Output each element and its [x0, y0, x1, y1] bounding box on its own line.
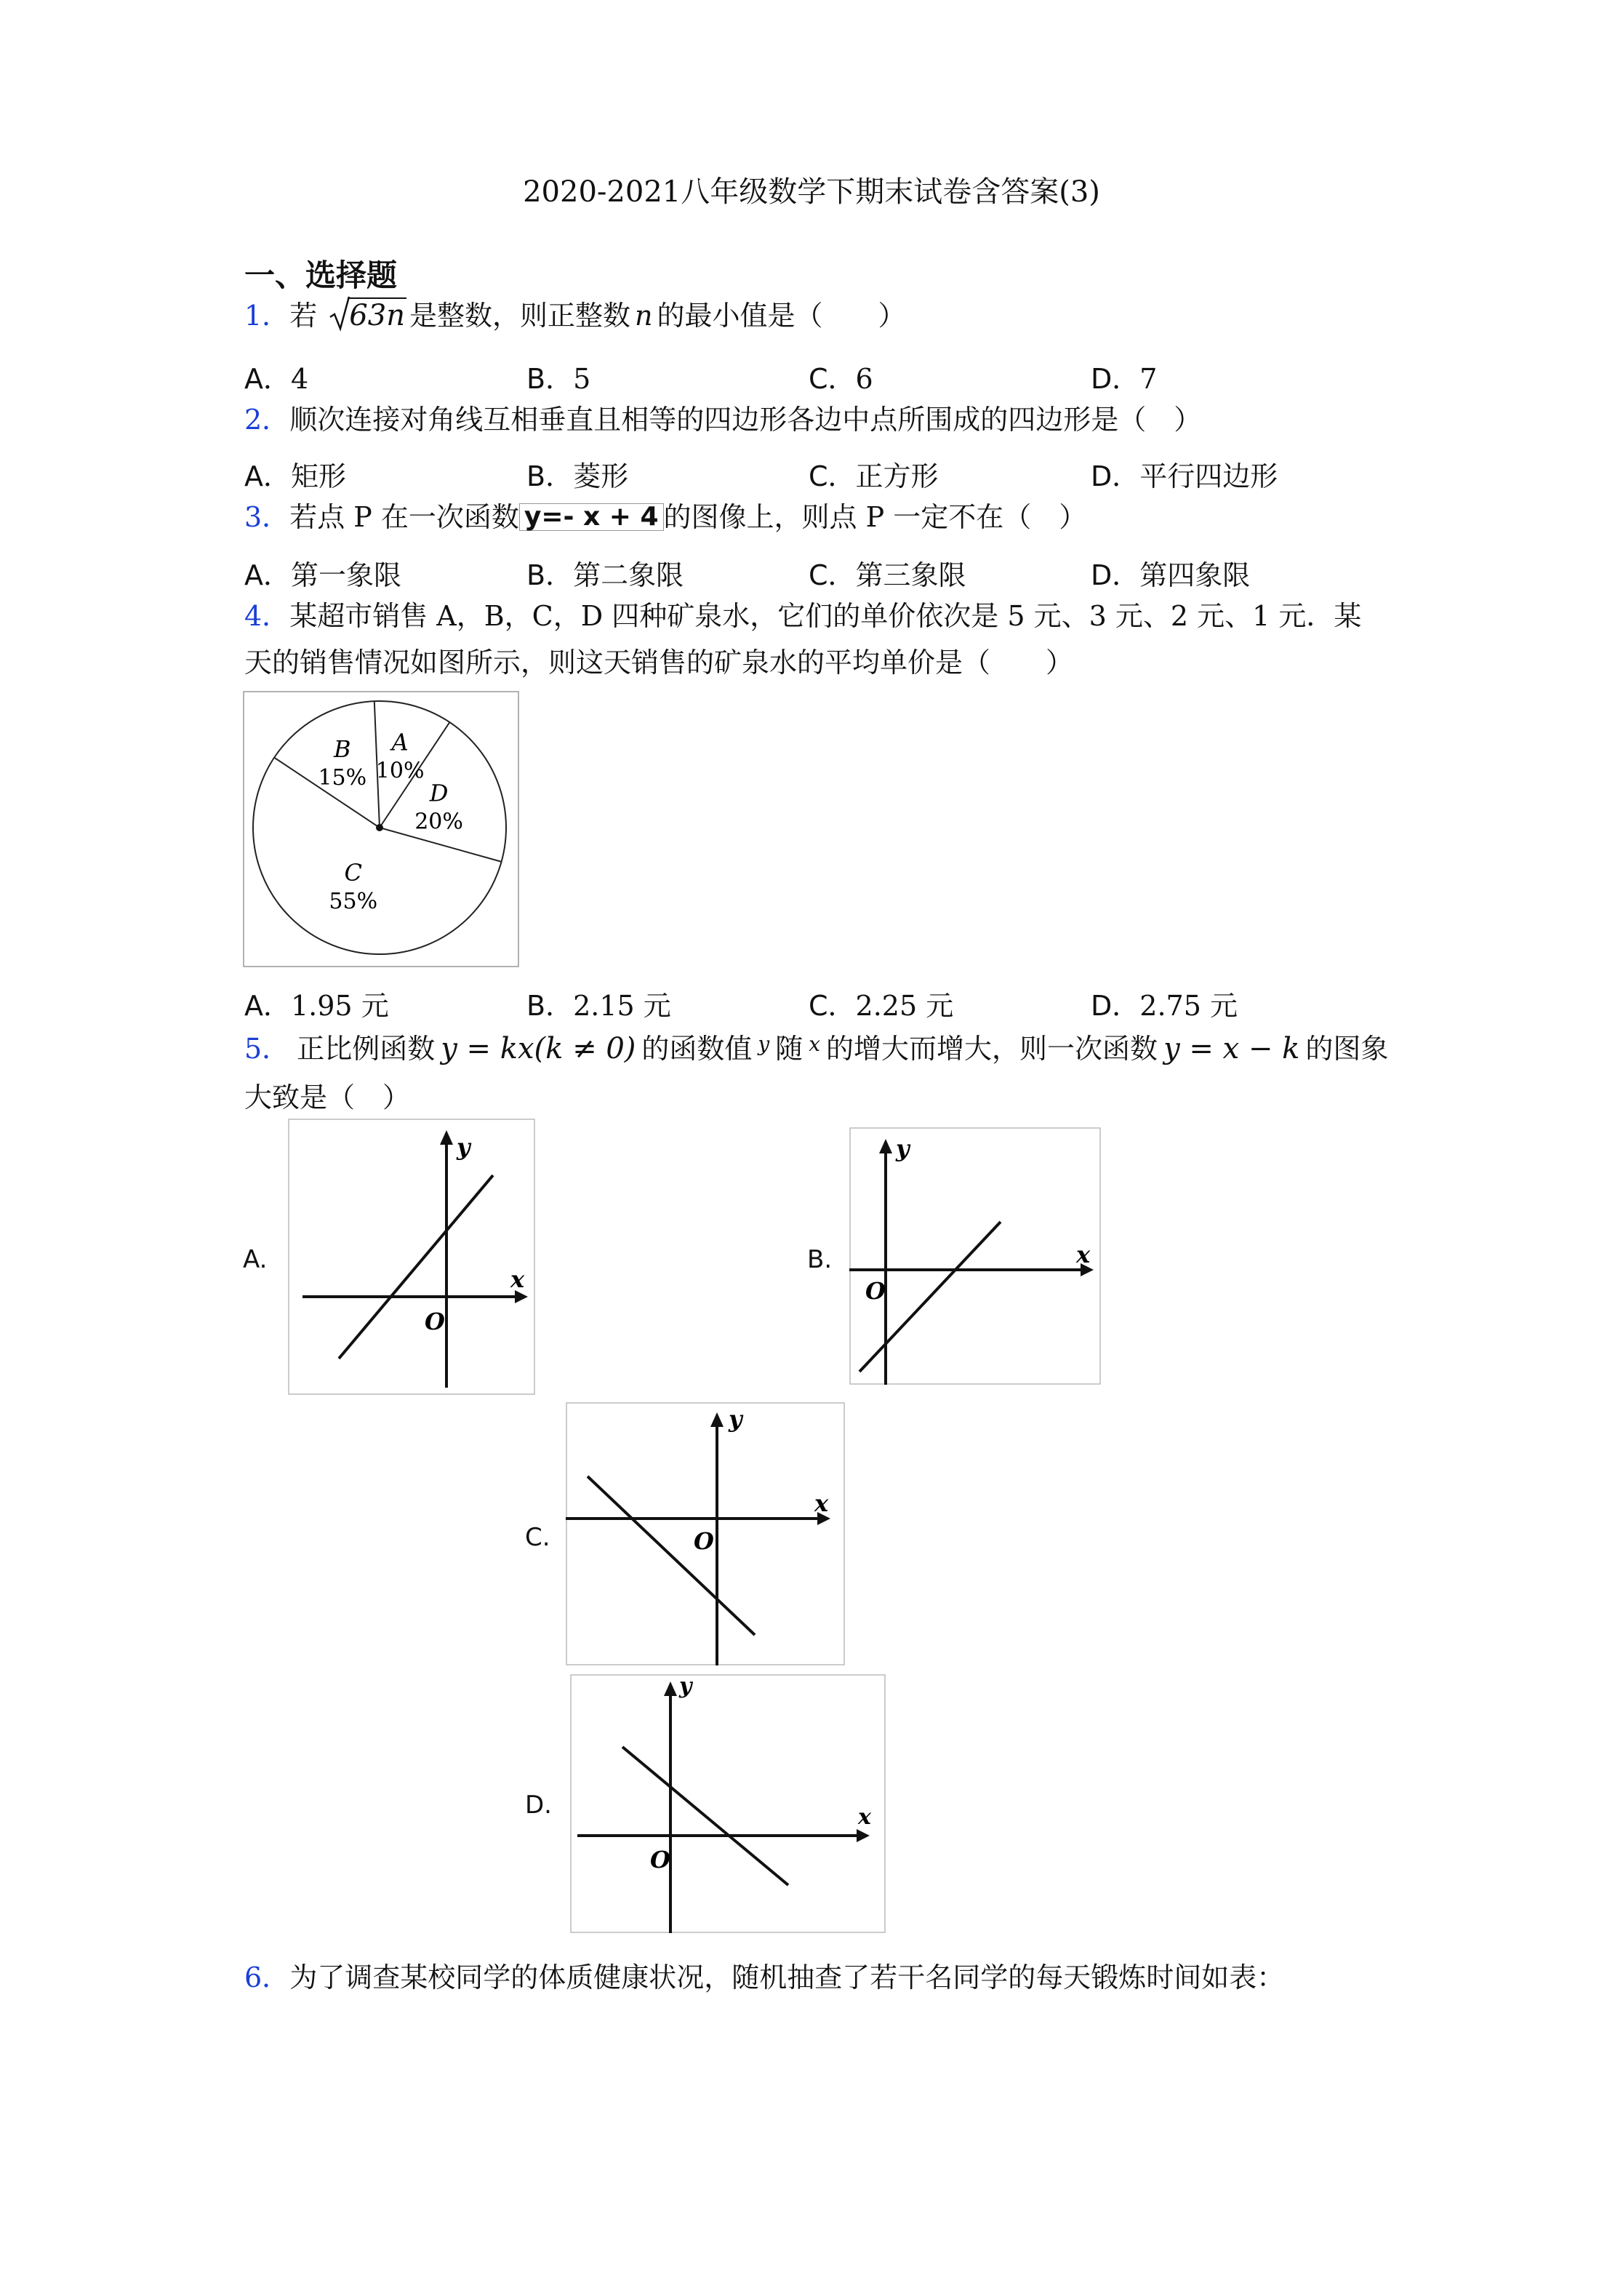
option-a[interactable]: A．第一象限 [244, 559, 402, 591]
pie-center-dot [376, 824, 383, 831]
option-d[interactable]: D．2.75 元 [1091, 990, 1238, 1022]
pie-chart [243, 691, 519, 967]
graph-b-label[interactable]: B. [807, 1245, 833, 1274]
question-text: 顺次连接对角线互相垂直且相等的四边形各边中点所围成的四边形是（ ） [289, 404, 1202, 436]
origin-label: O [650, 1846, 670, 1873]
axis-y-label: y [896, 1135, 910, 1162]
graph-c-label[interactable]: C. [525, 1523, 550, 1552]
option-b[interactable]: B．第二象限 [526, 559, 684, 591]
option-b[interactable]: B．菱形 [526, 460, 629, 492]
origin-label: O [694, 1527, 714, 1555]
graph-b[interactable] [849, 1127, 1101, 1385]
axis-y-label: y [457, 1133, 470, 1161]
question-1 [244, 301, 905, 330]
question-text: 随 [775, 1033, 804, 1065]
pie-slice-percent: 15% [318, 765, 367, 791]
question-text: 若 [289, 300, 318, 332]
radicand: 63n [349, 299, 405, 332]
question-4-line-2: 天的销售情况如图所示，则这天销售的矿泉水的平均单价是（ ） [244, 647, 1074, 679]
question-text: 的函数值 [641, 1033, 753, 1065]
option-b[interactable]: B．2.15 元 [526, 990, 671, 1022]
graph-d-label[interactable]: D. [525, 1791, 552, 1820]
option-c[interactable]: C．6 [809, 363, 873, 395]
pie-slice-label: D [429, 779, 449, 807]
question-number: 3． [244, 501, 290, 533]
question-number: 4． [244, 600, 290, 632]
question-3 [244, 503, 1086, 531]
question-4 [244, 602, 1361, 630]
axis-x-label: x [510, 1265, 525, 1293]
axis-y-label: y [729, 1405, 742, 1433]
pie-slice-percent: 20% [414, 809, 463, 835]
pie-slice-label: B [334, 735, 351, 764]
question-number: 6． [244, 1961, 290, 1993]
axis-x-label: x [814, 1489, 829, 1517]
question-text: 的增大而增大，则一次函数 [826, 1033, 1158, 1065]
radical-sign-icon [329, 295, 350, 332]
question-number: 2． [244, 404, 290, 436]
question-text: 为了调查某校同学的体质健康状况，随机抽查了若干名同学的每天锻炼时间如表： [289, 1961, 1285, 1993]
option-a[interactable]: A．1.95 元 [244, 990, 389, 1022]
formula: y = x − k [1163, 1032, 1300, 1065]
page-title: 2020-2021八年级数学下期末试卷含答案(3) [523, 175, 1100, 209]
question-text: 是整数，则正整数 [409, 300, 630, 332]
option-a[interactable]: A．4 [244, 363, 309, 395]
section-heading: 一、选择题 [244, 257, 398, 293]
pie-slice-percent: 55% [329, 889, 378, 915]
variable-n: n [634, 300, 653, 332]
question-text: 某超市销售 A，B，C，D 四种矿泉水，它们的单价依次是 5 元、3 元、2 元、1 元．某 [289, 600, 1362, 632]
option-d[interactable]: D．7 [1091, 363, 1158, 395]
question-number: 1． [244, 300, 290, 332]
option-a[interactable]: A．矩形 [244, 460, 347, 492]
axis-y-label: y [679, 1674, 692, 1699]
formula: y = kx(k ≠ 0) [441, 1032, 636, 1065]
question-2 [244, 404, 1202, 436]
question-text: 若点 P 在一次函数 [289, 501, 519, 533]
pie-slice-label: C [344, 859, 362, 887]
question-text: 的图象 [1305, 1033, 1389, 1065]
sqrt-expression [329, 301, 406, 330]
origin-label: O [865, 1277, 886, 1305]
question-5 [244, 1034, 1388, 1063]
origin-label: O [425, 1308, 445, 1335]
formula-image: y=- x + 4 [519, 503, 664, 531]
pie-slice-percent: 10% [375, 758, 425, 784]
graph-a[interactable] [288, 1119, 535, 1395]
option-c[interactable]: C．2.25 元 [809, 990, 954, 1022]
variable-y: y [758, 1032, 770, 1056]
question-5-line-2: 大致是（ ） [244, 1081, 411, 1113]
option-c[interactable]: C．第三象限 [809, 559, 966, 591]
question-6 [244, 1961, 1285, 1993]
graph-a-label[interactable]: A. [243, 1245, 268, 1274]
question-text: 的图像上，则点 P 一定不在（ ） [663, 501, 1087, 533]
option-b[interactable]: B．5 [526, 363, 591, 395]
graph-d[interactable] [570, 1674, 886, 1933]
option-c[interactable]: C．正方形 [809, 460, 939, 492]
question-text: 正比例函数 [297, 1033, 436, 1065]
pie-slice-label: A [391, 728, 409, 756]
graph-c[interactable] [566, 1402, 845, 1665]
axis-x-label: x [858, 1804, 871, 1830]
axis-x-label: x [1076, 1241, 1091, 1268]
option-d[interactable]: D．第四象限 [1091, 559, 1251, 591]
variable-x: x [809, 1032, 821, 1056]
question-text: 的最小值是（ ） [657, 300, 906, 332]
option-d[interactable]: D．平行四边形 [1091, 460, 1278, 492]
question-number: 5． [244, 1033, 290, 1065]
